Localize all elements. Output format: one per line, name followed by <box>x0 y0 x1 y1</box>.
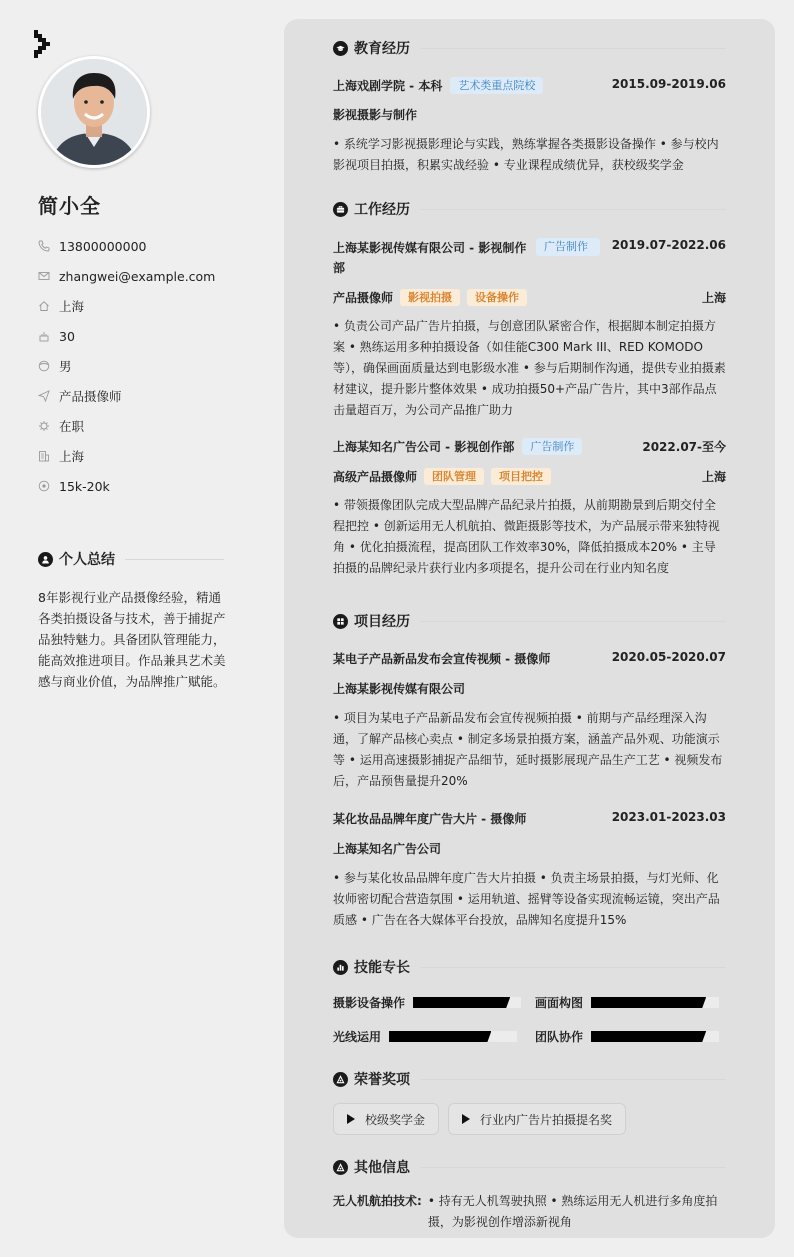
grid-icon <box>333 614 348 629</box>
education-section <box>333 38 726 176</box>
project-org: 上海某影视传媒有限公司 <box>333 682 466 696</box>
job-tag: 广告制作 <box>522 438 582 455</box>
other-header <box>333 1157 726 1177</box>
other-title: 其他信息 <box>354 1160 410 1176</box>
job-desc: • 带领摄像团队完成大型品牌产品纪录片拍摄，从前期勘景到后期交付全程把控 • 创新运用无人机航拍、微距摄影等技术，为产品展示带来独特视角 • 优化拍摄流程，提高团队工作效率30%，降低拍摄成本20% • 主导拍摄的品牌纪录片获行业内多项提名，提升公司在行业内知名度 <box>333 498 720 575</box>
skill-name: 光线运用 <box>333 1030 382 1044</box>
skill-bar-fill <box>591 1031 706 1042</box>
logo-icon <box>34 30 52 58</box>
project-desc: • 项目为某电子产品新品发布会宣传视频拍摄 • 前期与产品经理深入沟通，了解产品核心卖点 • 制定多场景拍摄方案，涵盖产品外观、功能演示等 • 运用高速摄影捕捉产品细节，延时摄影展现产品生产工艺 • 视频发布后，产品预售量提升20% <box>333 711 723 788</box>
profile-name: 简小全 <box>38 194 101 218</box>
awards-list <box>333 1103 726 1135</box>
send-icon <box>38 390 50 402</box>
skill-bar-fill <box>413 997 510 1008</box>
projects-section <box>333 611 726 931</box>
main-card <box>284 19 775 1238</box>
info-salary <box>38 471 215 501</box>
skill-name: 团队协作 <box>535 1030 584 1044</box>
project-desc: • 参与某化妆品品牌年度广告大片拍摄 • 负责主场景拍摄，与灯光师、化妆师密切配合营造氛围 • 运用轨道、摇臂等设备实现流畅运镜，突出产品质感 • 广告在各大媒体平台投放，品牌知名度提升15% <box>333 871 720 927</box>
job-city: 上海 <box>701 291 726 305</box>
job-date: 2019.07-2022.06 <box>611 238 726 252</box>
skill-bar <box>413 997 521 1008</box>
divider <box>420 967 726 968</box>
skills-header <box>333 957 726 977</box>
info-location <box>38 291 215 321</box>
work-title: 工作经历 <box>354 202 410 218</box>
divider <box>420 209 726 210</box>
skill-name: 摄影设备操作 <box>333 996 406 1010</box>
info-phone <box>38 231 215 261</box>
avatar-portrait-icon <box>41 59 147 165</box>
briefcase-icon <box>333 202 348 217</box>
gender-text: 男 <box>59 359 72 374</box>
divider <box>125 559 224 560</box>
other-value: • 持有无人机驾驶执照 • 熟练运用无人机进行多角度拍摄，为影视创作增添新视角 <box>427 1194 718 1229</box>
award-label: 行业内广告片拍摄提名奖 <box>480 1112 613 1127</box>
age-icon <box>38 330 50 342</box>
job-row <box>333 238 726 278</box>
job-role-row <box>333 289 726 306</box>
awards-header <box>333 1069 726 1089</box>
age-text: 30 <box>59 328 75 344</box>
award-label: 校级奖学金 <box>365 1112 426 1127</box>
education-date: 2015.09-2019.06 <box>611 77 726 91</box>
divider <box>420 1079 726 1080</box>
education-desc: • 系统学习影视摄影理论与实践，熟练掌握各类摄影设备操作 • 参与校内影视项目拍摄，积累实战经验 • 专业课程成绩优异，获校级奖学金 <box>333 137 719 172</box>
awards-title: 荣誉奖项 <box>354 1072 410 1088</box>
user-icon <box>38 552 53 567</box>
contact-info-list <box>38 231 215 501</box>
job-role-row <box>333 468 726 485</box>
project-date: 2020.05-2020.07 <box>611 650 726 664</box>
divider <box>420 48 726 49</box>
projects-header <box>333 611 726 631</box>
bar-chart-icon <box>333 960 348 975</box>
projects-title: 项目经历 <box>354 614 410 630</box>
skill-bar <box>591 997 719 1008</box>
building-icon <box>38 450 50 462</box>
job-role: 产品摄像师 <box>333 291 394 305</box>
skills-title: 技能专长 <box>354 960 410 976</box>
project-date: 2023.01-2023.03 <box>611 810 726 824</box>
other-row <box>333 1191 726 1233</box>
skill-tag: 团队管理 <box>424 468 484 485</box>
skills-grid <box>333 994 726 1054</box>
info-age <box>38 321 215 351</box>
medal-icon <box>333 1160 348 1175</box>
medal-icon <box>333 1072 348 1087</box>
project-org: 上海某知名广告公司 <box>333 842 442 856</box>
school-tag: 艺术类重点院校 <box>450 77 543 94</box>
location-text: 上海 <box>59 299 85 314</box>
work-header <box>333 199 726 219</box>
other-key: 无人机航拍技术: <box>333 1194 422 1208</box>
skill-bar <box>591 1031 719 1042</box>
graduation-cap-icon <box>333 41 348 56</box>
mail-icon <box>38 270 50 282</box>
skill-tag: 设备操作 <box>467 289 527 306</box>
summary-text: 8年影视行业产品摄像经验，精通各类拍摄设备与技术，善于捕捉产品独特魅力。具备团队管理能力，能高效推进项目。作品兼具艺术美感与商业价值，为品牌推广赋能。 <box>38 590 226 689</box>
info-email <box>38 261 215 291</box>
gender-icon <box>38 360 50 372</box>
skill-tag: 项目把控 <box>491 468 551 485</box>
job-row <box>333 438 726 455</box>
info-gender <box>38 351 215 381</box>
email-text: zhangwei@example.com <box>59 268 216 284</box>
sidebar <box>0 0 284 1257</box>
other-section <box>333 1157 726 1233</box>
work-section <box>333 199 726 579</box>
status-text: 在职 <box>59 419 85 434</box>
phone-icon <box>38 240 50 252</box>
divider <box>420 1167 726 1168</box>
salary-text: 15k-20k <box>59 478 110 494</box>
job-company: 上海某影视传媒有限公司 - 影视制作部 <box>333 241 527 275</box>
play-icon <box>347 1114 355 1124</box>
job-company: 上海某知名广告公司 - 影视创作部 <box>333 440 515 454</box>
job-date: 2022.07-至今 <box>642 440 726 454</box>
info-city <box>38 441 215 471</box>
school-name: 上海戏剧学院 - 本科 <box>333 79 443 93</box>
skill-item <box>333 994 521 1011</box>
city-text: 上海 <box>59 449 85 464</box>
skill-item <box>333 1028 517 1045</box>
skill-item <box>535 1028 719 1045</box>
skill-item <box>535 994 719 1011</box>
project-name: 某电子产品新品发布会宣传视频 - 摄像师 <box>333 652 551 666</box>
home-icon <box>38 300 50 312</box>
award-item <box>333 1103 439 1135</box>
education-header <box>333 38 726 58</box>
summary-title: 个人总结 <box>59 552 115 568</box>
skill-name: 画面构图 <box>535 996 584 1010</box>
job-role: 高级产品摄像师 <box>333 470 418 484</box>
summary-header <box>38 549 224 569</box>
project-row <box>333 810 726 827</box>
play-icon <box>462 1114 470 1124</box>
job-city: 上海 <box>701 470 726 484</box>
avatar <box>38 56 150 168</box>
job-desc: • 负责公司产品广告片拍摄，与创意团队紧密合作，根据脚本制定拍摄方案 • 熟练运用多种拍摄设备（如佳能C300 Mark III、RED KOMODO等），确保画面质量达到电影级水准 • 参与后期制作沟通，提供专业拍摄素材建议，提升影片整体效果 • 成功拍摄50+产品广告片，其中3部作品点击量超百万，为公司产品推广助力 <box>333 319 726 417</box>
award-item <box>448 1103 626 1135</box>
awards-section <box>333 1069 726 1135</box>
info-status <box>38 411 215 441</box>
status-icon <box>38 420 50 432</box>
phone-text: 13800000000 <box>59 238 147 254</box>
project-name: 某化妆品品牌年度广告大片 - 摄像师 <box>333 812 527 826</box>
info-position <box>38 381 215 411</box>
skill-bar <box>389 1031 517 1042</box>
major-name: 影视摄影与制作 <box>333 108 418 122</box>
skills-section <box>333 957 726 1054</box>
project-row <box>333 650 726 667</box>
divider <box>420 621 726 622</box>
job-tag: 广告制作 <box>536 238 600 256</box>
skill-bar-fill <box>389 1031 491 1042</box>
salary-icon <box>38 480 50 492</box>
position-text: 产品摄像师 <box>59 389 122 404</box>
education-row <box>333 77 726 94</box>
skill-bar-fill <box>591 997 706 1008</box>
education-title: 教育经历 <box>354 41 410 57</box>
skill-tag: 影视拍摄 <box>400 289 460 306</box>
